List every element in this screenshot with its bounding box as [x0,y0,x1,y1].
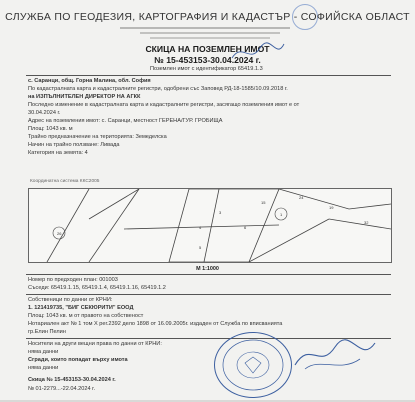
area-line: Площ: 1043 кв. м [28,126,73,132]
parcel-label: 6 [244,225,247,230]
usage-line: Начин на трайно ползване: Ливада [28,142,120,148]
official-stamp [214,332,292,398]
parcel-label: 1 [280,212,283,217]
request-number: № 01-2279...-22.04.2024 г. [28,386,96,392]
divider [26,274,391,275]
boundary-line [89,189,139,219]
divider [26,75,391,76]
parcel-label: 4 [199,225,202,230]
location-line: с. Саранци, общ. Горна Малина, обл. София [28,78,151,84]
boundary-line [204,189,219,262]
boundary-line [279,189,391,209]
boundary-line [124,225,279,229]
boundary-line [89,189,139,262]
parcel-label: 26 [57,231,62,236]
coordinate-system: Координатна система ККС2005 [30,179,100,184]
stamp-icon [215,333,291,397]
parcel-label: 24 [299,195,304,200]
other-rights-value: няма данни [28,349,59,355]
parcel-label: 19 [329,205,334,210]
divider [26,294,391,295]
sketch-number: Скица № 15-453153-30.04.2024 г. [28,377,116,383]
last-change-date: 30.04.2024 г. [28,110,61,116]
boundary-line [329,219,391,229]
parcel-label: 3 [219,210,222,215]
other-rights-heading: Носители на други вещни права по данни от КРНИ: [28,341,162,347]
boundary-line [47,189,89,262]
neighbours-line: Съседи: 65419.1.15, 65419.1.4, 65419.1.16, 65419.1.2 [28,285,166,291]
parcel-identifier: Поземлен имот с идентификатор 65419.1.3 [150,66,263,72]
owner-name: 1. 121419735, "БИГ СЕКЮРИТИ" ЕООД [28,305,134,311]
parcel-label: 5 [199,245,202,250]
contact-line [120,27,290,29]
approval-authority: на ИЗПЪЛНИТЕЛЕН ДИРЕКТОР НА АГКК [28,94,141,100]
purpose-line: Трайно предназначение на територията: Земеделска [28,134,167,140]
deed-line: Нотариален акт № 1 том X рег.2392 дело 1898 от 16.09.2005г. издаден от Служба по вписванията [28,321,283,327]
signature-mark [290,335,380,375]
parcel-label: 15 [261,200,266,205]
deed-office: гр.Елин Пелин [28,329,66,335]
parcel-map [28,188,392,263]
document-title: СКИЦА НА ПОЗЕМЛЕН ИМОТ [145,44,270,54]
buildings-value: няма данни [28,365,59,371]
parcel-label: 32 [364,220,369,225]
buildings-heading: Сгради, които попадат върху имота [28,357,128,363]
document-number: № 15-453153-30.04.2024 г. [154,55,261,65]
contact-line [140,32,280,34]
address-line: Адрес на поземления имот: с. Саранци, местност ГЕРЕНА/ГУР. ГРОБИЩА [28,118,223,124]
approval-line: По кадастралната карта и кадастралните регистри, одобрени със Заповед РД-18-1585/10.09.2018 г. [28,86,288,92]
parcel-map-drawing [29,189,391,262]
signature-mark [228,40,288,66]
category-line: Категория на земята: 4 [28,150,88,156]
last-change-line: Последно изменение в кадастралната карта и кадастралните регистри, засягащо поземления имот е от [28,102,300,108]
ownership-area: Площ: 1043 кв. м от правото на собственост [28,313,144,319]
previous-plan-number: Номер по предходен план: 001003 [28,277,118,283]
map-scale: М 1:1000 [196,266,219,272]
agency-header: СЛУЖБА ПО ГЕОДЕЗИЯ, КАРТОГРАФИЯ И КАДАСТЪР - СОФИЙСКА ОБЛАСТ [5,11,410,23]
owners-heading: Собственици по данни от КРНИ: [28,297,113,303]
contact-line [150,37,270,39]
